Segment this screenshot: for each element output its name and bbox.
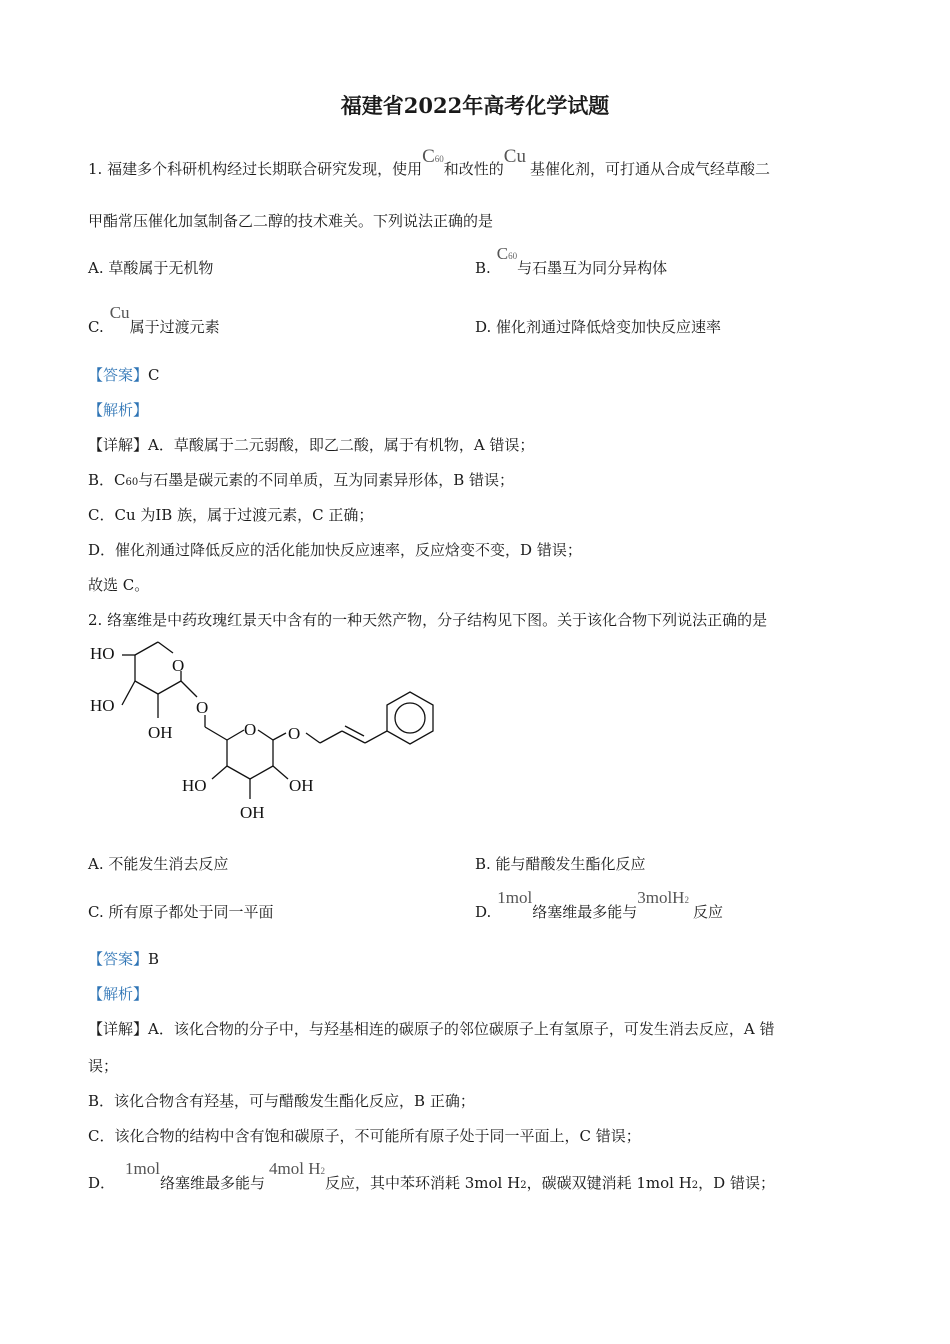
label-ho-mid: HO [90, 696, 115, 715]
label-o-link2: O [288, 724, 301, 743]
page-title: 福建省2022年高考化学试题 [340, 93, 610, 118]
h2-subscript: 2 [684, 895, 689, 905]
q2-detail-b: B．该化合物含有羟基，可与醋酸发生酯化反应，B 正确； [88, 1092, 475, 1110]
detail-b-text-b: 与石墨是碳元素的不同单质，互为同素异形体，B 错误； [138, 471, 515, 489]
q1-option-d: D. 催化剂通过降低焓变加快反应速率 [475, 318, 722, 336]
detail-d-tail [325, 1174, 775, 1192]
label-ho-bottom: HO [182, 776, 207, 795]
label-o-ring1: O [172, 656, 185, 675]
q1-option-b-prefix: B. [475, 259, 491, 277]
q2-detail-a-line1: 【详解】A．该化合物的分子中，与羟基相连的碳原子的邻位碳原子上有氢原子，可发生消去反应，A 错 [88, 1020, 775, 1038]
h2-subscript: 2 [320, 1166, 325, 1176]
q2-detail-a-line2: 误； [88, 1057, 119, 1075]
label-o-ring2: O [244, 720, 257, 739]
q1-option-c-prefix: C. [88, 318, 104, 336]
q1-option-a: A. 草酸属于无机物 [88, 259, 214, 277]
q2-option-d-text1: 络塞维最多能与 [532, 903, 638, 921]
detail-b-subscript: 60 [125, 477, 139, 488]
q2-option-d-mol: 1mol [497, 888, 533, 907]
q1-stem-line2: 甲酯常压催化加氢制备乙二醇的技术难关。下列说法正确的是 [88, 212, 494, 230]
structure-atom-labels [90, 644, 314, 822]
q1-answer [88, 364, 160, 385]
detail-d-sub1: 2 [520, 1180, 527, 1191]
q2-option-d-text2: 反应 [692, 903, 723, 921]
h2-amount: 4mol H [269, 1159, 321, 1178]
q1-stem-text-a: 1. 福建多个科研机构经过长期联合研究发现，使用 [88, 160, 423, 178]
c60-symbol: C [422, 146, 435, 167]
detail-d-text2: 反应，其中苯环消耗 3mol H [324, 1174, 521, 1192]
q2-option-d-h2 [637, 888, 689, 907]
q1-conclusion: 故选 C。 [88, 576, 150, 594]
q1-stem-line1 [88, 146, 770, 178]
q2-option-a: A. 不能发生消去反应 [88, 855, 229, 873]
detail-d-sub2: 2 [691, 1180, 699, 1191]
q1-stem-text-b: 和改性的 [443, 160, 504, 178]
q2-analysis-label: 【解析】 [88, 985, 149, 1003]
q1-cu-formula: Cu [503, 146, 526, 167]
q2-stem: 2. 络塞维是中药玫瑰红景天中含有的一种天然产物，分子结构见下图。关于该化合物下列说法正确的是 [88, 611, 768, 629]
q1-detail-b [88, 469, 514, 490]
q2-answer [88, 948, 159, 969]
q1-detail-a: 【详解】A．草酸属于二元弱酸，即乙二酸，属于有机物，A 错误； [88, 436, 535, 454]
q1-option-c-formula: Cu [109, 303, 130, 322]
answer-value: B [148, 950, 160, 968]
q1-analysis-label: 【解析】 [88, 401, 149, 419]
detail-d-mol: 1mol [125, 1159, 160, 1178]
answer-label: 【答案】 [88, 366, 149, 384]
q2-detail-c: C．该化合物的结构中含有饱和碳原子，不可能所有原子处于同一平面上，C 错误； [88, 1127, 641, 1145]
q1-option-b-formula [497, 244, 517, 263]
answer-value: C [148, 366, 160, 384]
q1-option-c [88, 302, 220, 336]
q1-option-b-text: 与石墨互为同分异构体 [517, 259, 668, 277]
q2-detail-d [88, 1158, 775, 1192]
rhodiola-molecular-structure [80, 635, 460, 830]
detail-b-text-a: B．C [88, 471, 126, 489]
q2-option-d-prefix: D. [475, 903, 492, 921]
answer-label: 【答案】 [88, 950, 149, 968]
q1-option-c-text: 属于过渡元素 [129, 318, 220, 336]
label-oh-left: OH [148, 723, 173, 742]
label-oh-right: OH [289, 776, 314, 795]
detail-d-text3: ，碳碳双键消耗 1mol H [526, 1174, 692, 1192]
q1-detail-c: C．Cu 为ⅠB 族，属于过渡元素，C 正确； [88, 506, 374, 524]
detail-d-prefix: D． [88, 1174, 116, 1192]
q2-option-d [475, 887, 723, 921]
c60-subscript: 60 [434, 154, 444, 164]
label-ho-top: HO [90, 644, 115, 663]
detail-d-h2 [269, 1159, 325, 1178]
detail-d-text1: 络塞维最多能与 [159, 1174, 265, 1192]
c60-symbol: C [496, 244, 509, 263]
label-oh-bottom: OH [240, 803, 265, 822]
q1-option-b [475, 243, 668, 277]
q2-option-b: B. 能与醋酸发生酯化反应 [475, 855, 646, 873]
q1-detail-d: D．催化剂通过降低反应的活化能加快反应速率，反应焓变不变，D 错误； [88, 541, 582, 559]
structure-bonds [122, 642, 433, 799]
q1-stem-text-c: 基催化剂，可打通从合成气经草酸二 [529, 160, 770, 178]
q1-c60-formula [422, 147, 444, 166]
h2-amount: 3molH [637, 888, 685, 907]
c60-subscript: 60 [508, 251, 518, 261]
label-o-link1: O [196, 698, 209, 717]
q2-option-c: C. 所有原子都处于同一平面 [88, 903, 274, 921]
detail-d-text4: ，D 错误； [698, 1174, 775, 1192]
